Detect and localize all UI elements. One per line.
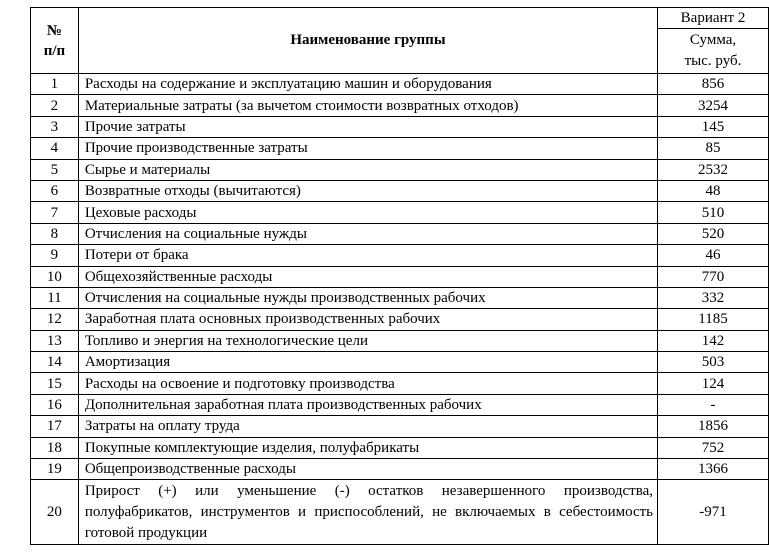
table-row xyxy=(31,245,769,266)
table-row xyxy=(31,330,769,351)
row-group-name: Расходы на освоение и подготовку производства xyxy=(78,373,657,394)
row-group-name: Прочие затраты xyxy=(78,116,657,137)
header-sum-unit: тыс. руб. xyxy=(684,53,742,69)
table-row xyxy=(31,223,769,244)
table-row xyxy=(31,394,769,415)
row-number: 4 xyxy=(31,138,79,159)
row-number: 18 xyxy=(31,437,79,458)
row-group-name: Затраты на оплату труда xyxy=(78,416,657,437)
row-number: 11 xyxy=(31,287,79,308)
row-sum: 145 xyxy=(658,116,769,137)
table-row xyxy=(31,416,769,437)
row-group-name: Топливо и энергия на технологические цели xyxy=(78,330,657,351)
table-row xyxy=(31,373,769,394)
table-body xyxy=(31,74,769,545)
row-group-name: Прочие производственные затраты xyxy=(78,138,657,159)
row-group-name: Отчисления на социальные нужды xyxy=(78,223,657,244)
table-row xyxy=(31,202,769,223)
table-row xyxy=(31,116,769,137)
row-sum: 142 xyxy=(658,330,769,351)
row-number: 1 xyxy=(31,74,79,95)
row-group-name: Покупные комплектующие изделия, полуфабрикаты xyxy=(78,437,657,458)
row-sum: 1856 xyxy=(658,416,769,437)
row-group-name: Заработная плата основных производственных рабочих xyxy=(78,309,657,330)
table-row xyxy=(31,309,769,330)
row-group-name: Амортизация xyxy=(78,352,657,373)
row-number: 12 xyxy=(31,309,79,330)
row-sum: 520 xyxy=(658,223,769,244)
row-sum: 2532 xyxy=(658,159,769,180)
cost-groups-table xyxy=(30,7,769,545)
header-group-name: Наименование группы xyxy=(78,8,657,74)
header-sum xyxy=(658,29,769,74)
row-group-name: Общепроизводственные расходы xyxy=(78,459,657,480)
row-number: 5 xyxy=(31,159,79,180)
row-sum: 3254 xyxy=(658,95,769,116)
row-number: 7 xyxy=(31,202,79,223)
row-group-name: Расходы на содержание и эксплуатацию машин и оборудования xyxy=(78,74,657,95)
row-sum: 770 xyxy=(658,266,769,287)
row-sum: 85 xyxy=(658,138,769,159)
row-number: 2 xyxy=(31,95,79,116)
table-row xyxy=(31,437,769,458)
row-number: 13 xyxy=(31,330,79,351)
row-number: 16 xyxy=(31,394,79,415)
table-row xyxy=(31,480,769,545)
row-group-name: Прирост (+) или уменьшение (-) остатков незавершенного производства, полуфабрикатов, инструментов и приспособлений, не включаемых в себестоимость готовой продукции xyxy=(78,480,657,545)
table-row xyxy=(31,74,769,95)
row-number: 17 xyxy=(31,416,79,437)
row-group-name: Цеховые расходы xyxy=(78,202,657,223)
header-sum-label: Сумма, xyxy=(689,32,737,48)
table-row xyxy=(31,459,769,480)
row-number: 19 xyxy=(31,459,79,480)
row-sum: 124 xyxy=(658,373,769,394)
row-sum: 856 xyxy=(658,74,769,95)
row-group-name: Сырье и материалы xyxy=(78,159,657,180)
row-sum: -971 xyxy=(658,480,769,545)
row-group-name: Дополнительная заработная плата производственных рабочих xyxy=(78,394,657,415)
table-row xyxy=(31,352,769,373)
table-row xyxy=(31,180,769,201)
header-number-symbol: № xyxy=(46,22,62,39)
row-sum: 46 xyxy=(658,245,769,266)
row-group-name: Общехозяйственные расходы xyxy=(78,266,657,287)
row-sum: 752 xyxy=(658,437,769,458)
header-variant: Вариант 2 xyxy=(658,8,769,29)
row-sum: - xyxy=(658,394,769,415)
table-row xyxy=(31,266,769,287)
header-number xyxy=(31,8,79,74)
row-group-name: Возвратные отходы (вычитаются) xyxy=(78,180,657,201)
row-sum: 1366 xyxy=(658,459,769,480)
row-number: 6 xyxy=(31,180,79,201)
table-row xyxy=(31,159,769,180)
row-number: 10 xyxy=(31,266,79,287)
row-group-name: Материальные затраты (за вычетом стоимости возвратных отходов) xyxy=(78,95,657,116)
row-sum: 332 xyxy=(658,287,769,308)
table-row xyxy=(31,287,769,308)
row-group-name: Отчисления на социальные нужды производственных рабочих xyxy=(78,287,657,308)
row-sum: 1185 xyxy=(658,309,769,330)
row-group-name: Потери от брака xyxy=(78,245,657,266)
row-number: 3 xyxy=(31,116,79,137)
row-sum: 503 xyxy=(658,352,769,373)
row-sum: 48 xyxy=(658,180,769,201)
row-number: 14 xyxy=(31,352,79,373)
table-row xyxy=(31,138,769,159)
row-number: 8 xyxy=(31,223,79,244)
row-sum: 510 xyxy=(658,202,769,223)
table-row xyxy=(31,95,769,116)
row-number: 20 xyxy=(31,480,79,545)
header-number-pp: п/п xyxy=(43,42,66,59)
row-number: 15 xyxy=(31,373,79,394)
row-number: 9 xyxy=(31,245,79,266)
